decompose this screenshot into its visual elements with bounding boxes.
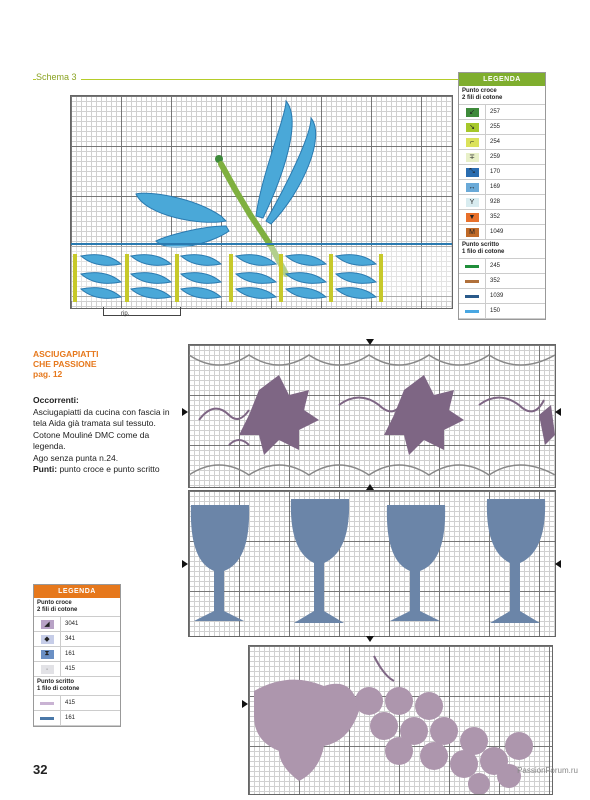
backstitch-line-icon: [465, 310, 479, 313]
watermark: PassionForum.ru: [517, 766, 578, 775]
legend-top-section-cross: Punto croce 2 fili di cotone: [459, 86, 545, 105]
color-swatch-icon: Y: [466, 198, 479, 207]
legend-top-cross-rows: [459, 105, 545, 240]
legend-row: [459, 105, 545, 120]
center-marker-bottom: [366, 636, 374, 642]
punti-text: punto croce e punto scritto: [59, 464, 160, 474]
dragonfly-chart: [70, 95, 453, 309]
thread-code: 352: [490, 214, 501, 220]
thread-code: 254: [490, 139, 501, 145]
legend-row: [459, 289, 545, 304]
thread-code: 255: [490, 124, 501, 130]
backstitch-line-icon: [465, 295, 479, 298]
thread-code: 169: [490, 184, 501, 190]
legend-bottom-section-back: Punto scritto 1 filo di cotone: [34, 677, 120, 696]
vine-border-chart: [188, 344, 556, 488]
center-marker-mid: [366, 484, 374, 490]
cotone-text: Cotone Mouliné DMC come da legenda.: [33, 429, 150, 451]
center-marker-right: [555, 408, 561, 416]
legend-row: [34, 662, 120, 677]
color-swatch-icon: ∓: [466, 153, 479, 162]
grapes-chart: [248, 645, 553, 795]
legend-row: [34, 711, 120, 726]
legend-row: [459, 259, 545, 274]
dragonfly-pattern: [71, 96, 452, 308]
thread-code: 1049: [490, 229, 504, 235]
punti-label: Punti: [33, 464, 55, 474]
wine-glasses-chart: [188, 490, 556, 637]
thread-code: 170: [490, 169, 501, 175]
thread-code: 161: [65, 651, 76, 657]
thread-code: 150: [490, 308, 501, 314]
color-swatch-icon: ◆: [41, 635, 54, 644]
thread-code: 3041: [65, 621, 79, 627]
color-swatch-icon: ↘: [466, 123, 479, 132]
thread-code: 161: [65, 715, 76, 721]
legend-row: [459, 210, 545, 225]
legend-top-back-rows: [459, 259, 545, 319]
legend-row: [34, 617, 120, 632]
center-marker-left-3: [242, 700, 248, 708]
legend-bottom-title: LEGENDA: [34, 585, 120, 598]
thread-code: 415: [65, 700, 76, 706]
legend-bottom: [33, 584, 121, 727]
occorrenti-label: Occorrenti: [33, 395, 76, 405]
center-marker-top: [366, 339, 374, 345]
page-number: 32: [33, 762, 48, 777]
grapes-pattern: [249, 646, 552, 794]
legend-bottom-cross-rows: [34, 617, 120, 677]
legend-row: [459, 180, 545, 195]
title-line-1: ASCIUGAPIATTI: [33, 349, 99, 359]
backstitch-line-icon: [465, 265, 479, 268]
legend-top: [458, 72, 546, 320]
color-swatch-icon: M: [466, 228, 479, 237]
color-swatch-icon: ▼: [466, 213, 479, 222]
legend-row: [459, 135, 545, 150]
schema-label: Schema 3: [36, 72, 81, 82]
thread-code: 352: [490, 278, 501, 284]
thread-code: 341: [65, 636, 76, 642]
article-title: [33, 349, 98, 379]
thread-code: 415: [65, 666, 76, 672]
thread-code: 245: [490, 263, 501, 269]
legend-row: [459, 120, 545, 135]
color-swatch-icon: ·: [41, 665, 54, 674]
legend-row: [34, 696, 120, 711]
header-rule: [33, 79, 458, 80]
legend-row: [34, 632, 120, 647]
wine-glasses: [191, 499, 545, 623]
grape-leaves: [239, 375, 555, 455]
backstitch-line-icon: [40, 702, 54, 705]
backstitch-line-icon: [465, 280, 479, 283]
backstitch-line-icon: [40, 717, 54, 720]
legend-top-title: LEGENDA: [459, 73, 545, 86]
grape-stem: [374, 656, 394, 681]
occorrenti-text: Asciugapiatti da cucina con fascia in tela Aida già tramata sul tessuto.: [33, 406, 170, 428]
thread-code: 928: [490, 199, 501, 205]
legend-top-section-back: Punto scritto 1 filo di cotone: [459, 240, 545, 259]
ago-text: Ago senza punta n.24.: [33, 452, 119, 463]
color-swatch-icon: ⌐: [466, 138, 479, 147]
glasses-pattern: [189, 491, 555, 636]
color-swatch-icon: ↔: [466, 183, 479, 192]
center-marker-left-2: [182, 560, 188, 568]
legend-row: [34, 647, 120, 662]
grape-leaf: [254, 680, 359, 781]
center-marker-right-2: [555, 560, 561, 568]
color-swatch-icon: ↙: [466, 108, 479, 117]
color-swatch-icon: ⤡: [466, 168, 479, 177]
legend-bottom-back-rows: [34, 696, 120, 726]
grape-bunch: [355, 687, 533, 794]
thread-code: 1039: [490, 293, 504, 299]
legend-bottom-section-cross: Punto croce 2 fili di cotone: [34, 598, 120, 617]
thread-code: 259: [490, 154, 501, 160]
legend-row: [459, 304, 545, 319]
legend-row: [459, 195, 545, 210]
rip-label: rip.: [121, 311, 130, 317]
center-marker-left: [182, 408, 188, 416]
vine-pattern: [189, 345, 555, 487]
legend-row: [459, 150, 545, 165]
legend-row: [459, 274, 545, 289]
dragonfly-wing: [136, 193, 226, 222]
rip-bracket: [103, 307, 181, 316]
title-line-3: pag. 12: [33, 369, 63, 379]
color-swatch-icon: ⧗: [41, 650, 54, 659]
legend-row: [459, 165, 545, 180]
article-body: Occorrenti: Asciugapiatti da cucina con fascia in tela Aida già tramata sul tessuto. Cotone Mouliné DMC come da legenda. Ago senza punta n.24. Punti: punto croce e punto scritto: [33, 395, 183, 476]
title-line-2: CHE PASSIONE: [33, 359, 97, 369]
legend-row: [459, 225, 545, 240]
color-swatch-icon: ◢: [41, 620, 54, 629]
thread-code: 257: [490, 109, 501, 115]
